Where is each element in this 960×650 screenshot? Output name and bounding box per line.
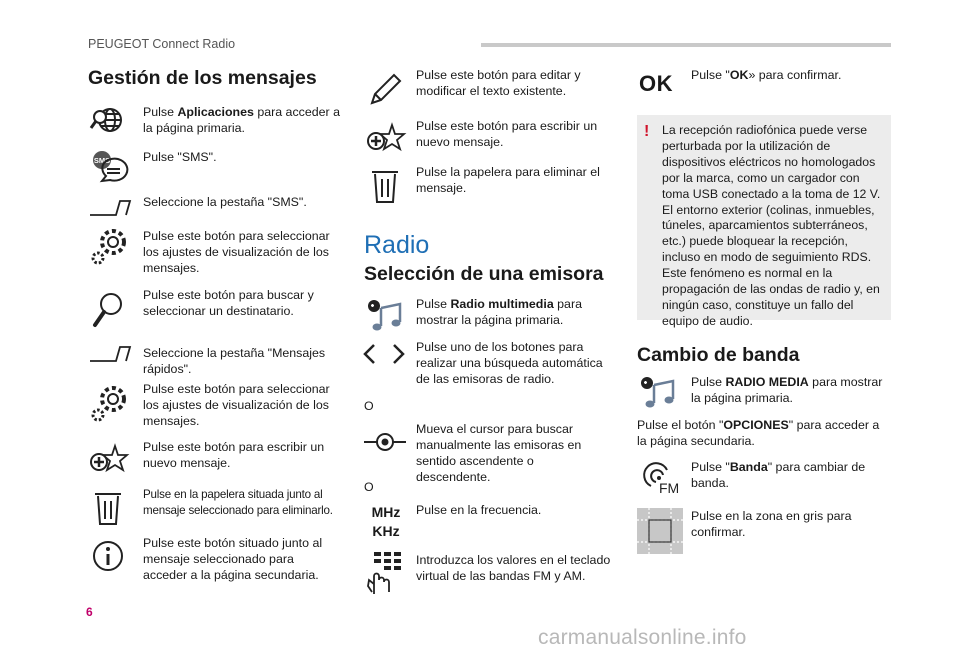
col2-item-keypad: Introduzca los valores en el teclado virtual de las bandas FM y AM. [416,553,611,583]
svg-text:FM: FM [659,480,680,496]
col2-item-frequency: Pulse en la frecuencia. [416,503,542,517]
tab-icon [89,346,131,362]
col3-item-opciones: Pulse el botón "OPCIONES" para acceder a la página secundaria. [637,418,880,448]
apps-globe-icon [90,106,124,136]
col1-item-info: Pulse este botón situado junto al mensaje seleccionado para acceder a la página secundaria. [143,536,323,582]
or-separator-1: O [364,399,374,413]
col3-item-gray-zone: Pulse en la zona en gris para confirmar. [691,509,852,539]
running-header: PEUGEOT Connect Radio [88,37,236,51]
heading-gestion-mensajes: Gestión de los mensajes [88,67,317,89]
chevrons-icon [362,343,406,365]
plus-star-icon [366,123,406,153]
pencil-icon [369,72,403,106]
svg-text:SMS: SMS [93,156,111,165]
settings-icon [90,228,128,266]
col1-item-tab-rapidos: Seleccione la pestaña "Mensajes rápidos". [143,346,326,376]
col2-item-manual-search: Mueva el cursor para buscar manualmente las emisoras en sentido ascendente o descendente. [416,422,582,484]
col1-item-settings-1: Pulse este botón para seleccionar los ajustes de visualización de los mensajes. [143,229,330,275]
warning-text: La recepción radiofónica puede verse perturbada por la utilización de dispositivos eléctricos no homologados por la marca, como un cargador con toma USB conectado a la toma de 12 V. El entorno exterior (colinas, inmuebles, túneles, aparcamientos subterráneos, etc.) puede bloquear la recepción, incluso en modo de seguimiento RDS. Este fenómeno es normal en la propagación de las ondas de radio y, en ningún caso, constituye un fallo del equipo de audio. [662,123,881,328]
ok-icon: OK [639,71,673,96]
music-note-icon [641,377,675,409]
col3-item-banda: Pulse "Banda" para cambiar de banda. [691,460,866,490]
section-title-radio: Radio [364,231,430,259]
trash-icon [95,492,121,526]
settings-icon [90,385,128,423]
info-icon [92,540,124,572]
col1-item-sms: Pulse "SMS". [143,150,217,164]
gray-zone-icon [637,508,683,554]
search-icon [93,292,123,328]
mhz-khz-icon: MHz KHz [371,504,401,539]
heading-cambio-banda: Cambio de banda [637,344,800,366]
plus-star-icon [89,444,129,474]
col2-item-edit: Pulse este botón para editar y modificar el texto existente. [416,68,581,98]
col2-item-radio-multimedia: Pulse Radio multimedia para mostrar la página primaria. [416,297,582,327]
trash-icon [372,170,398,204]
music-note-icon [368,300,402,332]
watermark: carmanualsonline.info [538,626,747,649]
col1-item-search: Pulse este botón para buscar y seleccionar un destinatario. [143,288,314,318]
sms-icon [92,150,126,182]
slider-icon [364,427,406,457]
col1-item-settings-2: Pulse este botón para seleccionar los ajustes de visualización de los mensajes. [143,382,330,428]
col3-item-ok: Pulse "OK» para confirmar. [691,68,842,82]
or-separator-2: O [364,480,374,494]
col1-item-delete: Pulse en la papelera situada junto al mensaje seleccionado para eliminarlo. [143,488,333,517]
col1-item-tab-sms: Seleccione la pestaña "SMS". [143,195,307,209]
page-number: 6 [86,605,93,619]
header-rule [481,43,891,47]
keypad-icon [366,550,406,596]
col2-item-delete: Pulse la papelera para eliminar el mensaje. [416,165,600,195]
heading-seleccion-emisora: Selección de una emisora [364,263,604,285]
col2-item-new-message: Pulse este botón para escribir un nuevo mensaje. [416,119,598,149]
fm-broadcast-icon [641,460,683,496]
tab-icon [89,200,131,216]
col1-item-new-message: Pulse este botón para escribir un nuevo mensaje. [143,440,325,470]
col2-item-auto-search: Pulse uno de los botones para realizar una búsqueda automática de las emisoras de radio. [416,340,603,386]
warning-icon: ! [644,123,650,140]
col1-item-aplicaciones: Pulse Aplicaciones para acceder a la página primaria. [143,105,340,135]
col3-item-radio-media: Pulse RADIO MEDIA para mostrar la página primaria. [691,375,883,405]
